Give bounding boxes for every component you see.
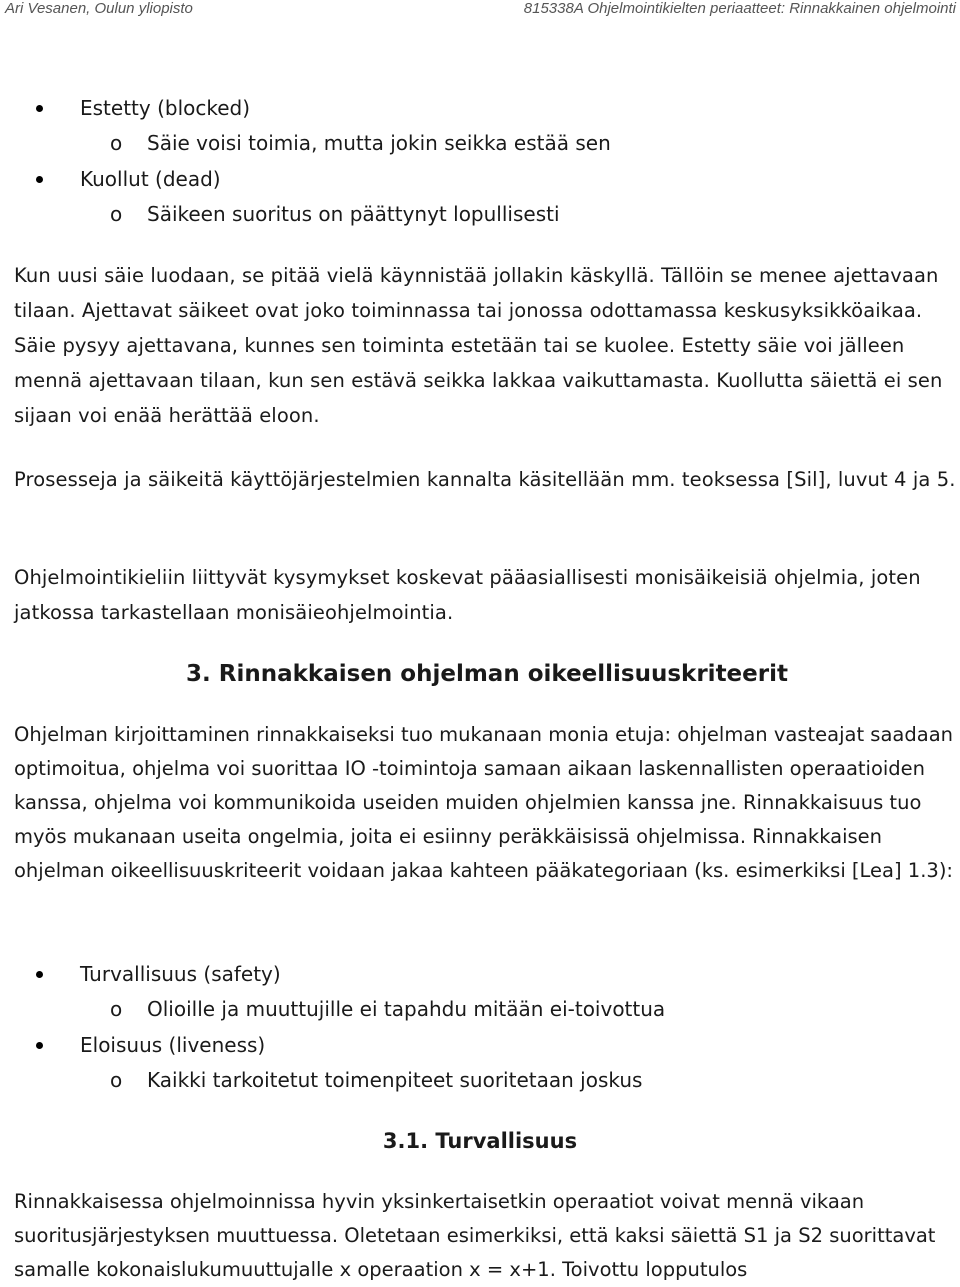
- bullet-icon: [36, 1042, 43, 1049]
- list-item-term: Estetty (blocked): [80, 96, 251, 120]
- list-item-term: Kuollut (dead): [80, 167, 221, 191]
- paragraph: Ohjelmointikieliin liittyvät kysymykset koskevat pääasiallisesti monisäikeisiä ohjelmia, joten jatkossa tarkastellaan monisäieohjelmointia.: [14, 566, 921, 624]
- sub-bullet-icon: o: [110, 202, 123, 226]
- header-course: 815338A Ohjelmointikielten periaatteet: Rinnakkainen ohjelmointi: [523, 0, 956, 17]
- sub-list-item-text: Kaikki tarkoitetut toimenpiteet suoritetaan joskus: [147, 1068, 643, 1092]
- list-item-term: Turvallisuus (safety): [80, 962, 281, 986]
- paragraph: Rinnakkaisessa ohjelmoinnissa hyvin yksinkertaisetkin operaatiot voivat mennä vikaan suoritusjärjestyksen muuttuessa. Oletetaan esimerkiksi, että kaksi säiettä S1 ja S2 suorittavat samalle kokonaislukumuuttujalle x operaation x = x+1. Toivottu lopputulos: [14, 1190, 936, 1281]
- paragraph: Kun uusi säie luodaan, se pitää vielä käynnistää jollakin käskyllä. Tällöin se menee ajettavaan tilaan. Ajettavat säikeet ovat joko toiminnassa tai jonossa odottamassa keskusyksikköaikaa. Säie pysyy ajettavana, kunnes sen toiminta estetään tai se kuolee. Estetty säie voi jälleen mennä ajettavaan tilaan, kun sen estävä seikka lakkaa vaikuttamasta. Kuollutta säiettä ei sen sijaan voi enää herättää eloon.: [14, 264, 943, 427]
- paragraph: Prosesseja ja säikeitä käyttöjärjestelmien kannalta käsitellään mm. teoksessa [Sil], luvut 4 ja 5.: [14, 468, 956, 491]
- sub-list-item-text: Säie voisi toimia, mutta jokin seikka estää sen: [147, 131, 611, 155]
- sub-list-item-text: Säikeen suoritus on päättynyt lopullisesti: [147, 202, 560, 226]
- sub-bullet-icon: o: [110, 997, 123, 1021]
- list-item-term: Eloisuus (liveness): [80, 1033, 266, 1057]
- sub-bullet-icon: o: [110, 1068, 123, 1092]
- bullet-icon: [36, 971, 43, 978]
- bullet-icon: [36, 105, 43, 112]
- sub-bullet-icon: o: [110, 131, 123, 155]
- header-author: Ari Vesanen, Oulun yliopisto: [5, 0, 193, 17]
- paragraph: Ohjelman kirjoittaminen rinnakkaiseksi tuo mukanaan monia etuja: ohjelman vasteajat saadaan optimoitua, ohjelma voi suorittaa IO -toimintoja samaan aikaan laskennallisten operaatioiden kanssa, ohjelma voi kommunikoida useiden muiden ohjelmien kanssa jne. Rinnakkaisuus tuo myös mukanaan useita ongelmia, joita ei esiinny peräkkäisissä ohjelmissa. Rinnakkaisen ohjelman oikeellisuuskriteerit voidaan jakaa kahteen pääkategoriaan (ks. esimerkiksi [Lea] 1.3):: [14, 723, 953, 882]
- bullet-icon: [36, 176, 43, 183]
- subsection-heading: 3.1. Turvallisuus: [382, 1129, 578, 1153]
- page-header: [0, 0, 960, 20]
- sub-list-item-text: Olioille ja muuttujille ei tapahdu mitään ei-toivottua: [147, 997, 666, 1021]
- section-heading: 3. Rinnakkaisen ohjelman oikeellisuuskriteerit: [186, 661, 788, 687]
